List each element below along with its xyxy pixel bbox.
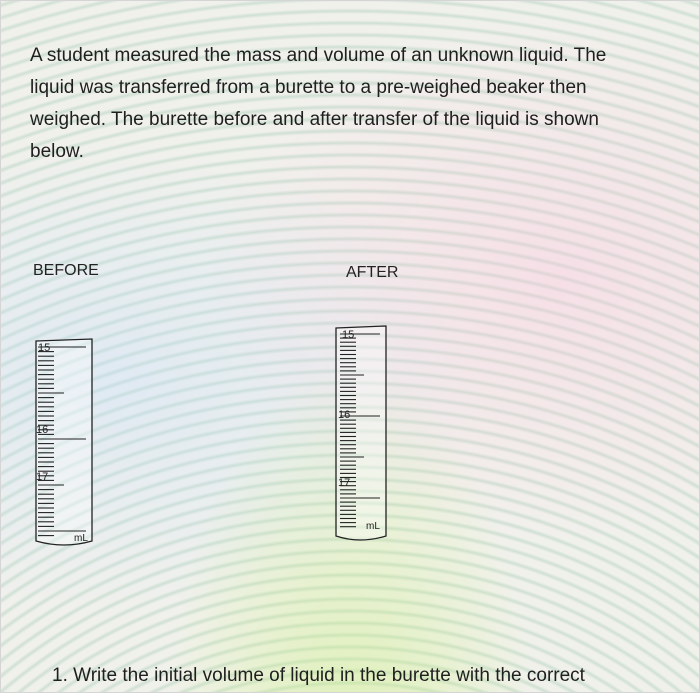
mark-17: 17 xyxy=(36,471,49,483)
mark-15: 15 xyxy=(38,342,51,354)
after-label: AFTER xyxy=(346,264,399,281)
burette-before xyxy=(32,335,102,555)
burette-after xyxy=(330,322,400,552)
question-1-text: 1. Write the initial volume of liquid in the burette with the correct xyxy=(52,665,585,686)
mark-17: 17 xyxy=(338,477,351,489)
unit-ml: mL xyxy=(366,521,380,532)
mark-15: 15 xyxy=(342,329,355,341)
question-text: A student measured the mass and volume of an unknown liquid. The liquid was transferred from a burette to a pre-weighed beaker then weighed. The burette before and after transfer of the liquid is shown below. xyxy=(30,45,607,162)
unit-ml: mL xyxy=(74,533,88,544)
mark-16: 16 xyxy=(36,424,49,436)
before-label: BEFORE xyxy=(33,262,99,279)
mark-16: 16 xyxy=(338,409,351,421)
